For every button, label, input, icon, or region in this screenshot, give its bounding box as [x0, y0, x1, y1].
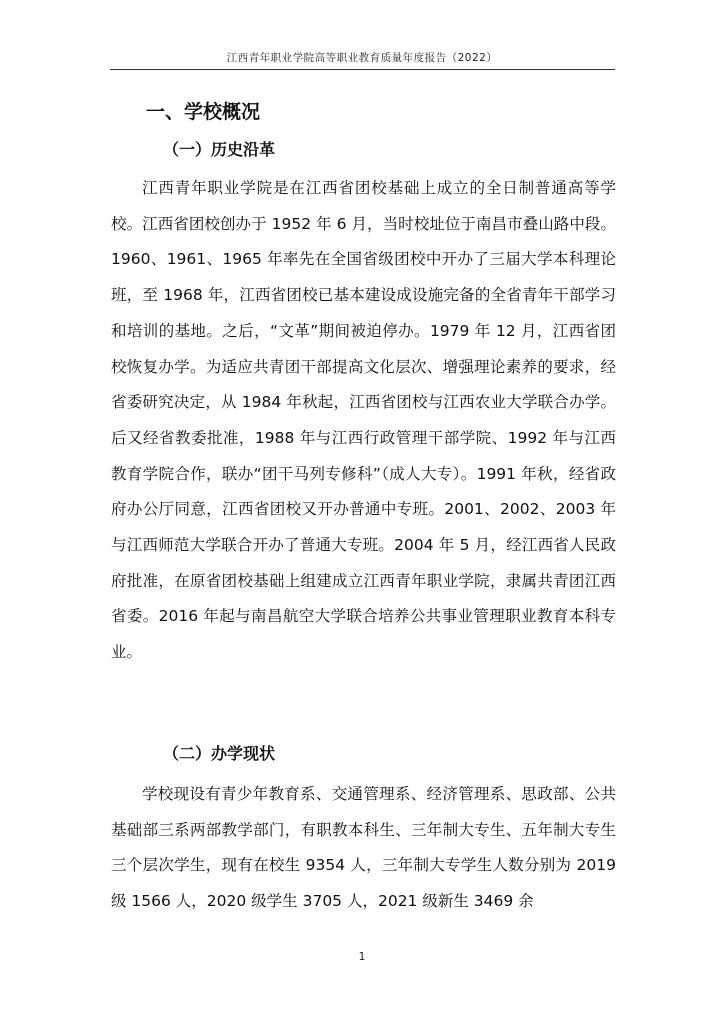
running-header: 江西青年职业学院高等职业教育质量年度报告（2022） [226, 52, 498, 64]
history-paragraph: 江西青年职业学院是在江西省团校基础上成立的全日制普通高等学校。江西省团校创办于 1952 年 6 月，当时校址位于南昌市叠山路中段。1960、1961、1965 年率先在全国省级团校中开办了三届大学本科理论班，至 1968 年，江西省团校已基本建设成设施完备的全省青年干部学习和培训的基地。之后，“文革”期间被迫停办。1979 年 12 月，江西省团校恢复办学。为适应共青团干部提高文化层次、增强理论素养的要求，经省委研究决定，从 1984 年秋起，江西省团校与江西农业大学联合办学。后又经省教委批准，1988 年与江西行政管理干部学院、1992 年与江西教育学院合作，联办“团干马列专修科”（成人大专）。1991 年秋，经省政府办公厅同意，江西省团校又开办普通中专班。2001、2002、2003 年与江西师范大学联合开办了普通大专班。2004 年 5 月，经江西省人民政府批准，在原省团校基础上组建成立江西青年职业学院，隶属共青团江西省委。2016 年起与南昌航空大学联合培养公共事业管理职业教育本科专业。 [111, 179, 616, 662]
subsection-heading-history: （一）历史沿革 [163, 140, 276, 159]
page-number: 1 [358, 950, 366, 963]
subsection-heading-status: （二）办学现状 [163, 744, 276, 763]
status-paragraph: 学校现设有青少年教育系、交通管理系、经济管理系、思政部、公共基础部三系两部教学部门，有职教本科生、三年制大专生、五年制大专生三个层次学生，现有在校生 9354 人，三年制大专学生人数分别为 2019 级 1566 人，2020 级学生 3705 人，2021 级新生 3469 余 [111, 785, 616, 911]
header-divider [110, 69, 615, 70]
section-heading: 一、学校概况 [146, 101, 261, 123]
